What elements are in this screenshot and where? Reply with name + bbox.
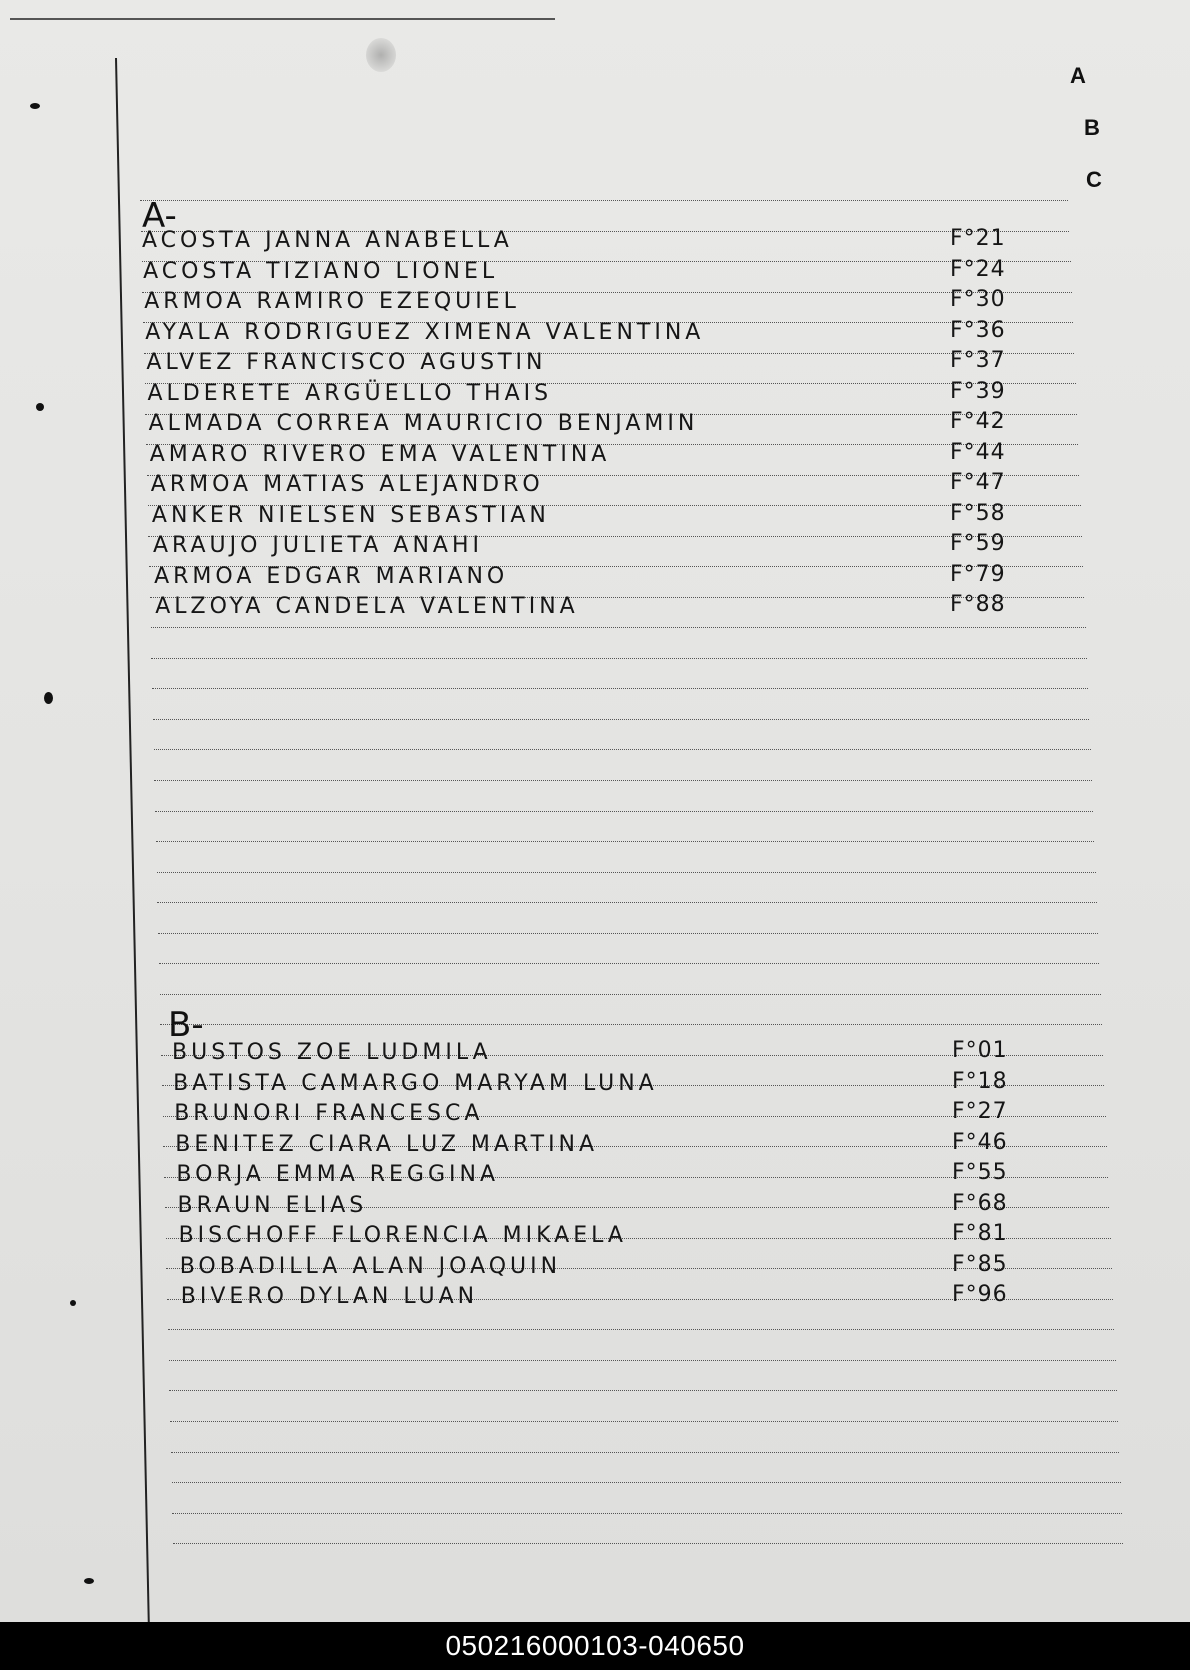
list-item [151, 472, 1051, 502]
ruled-line [169, 1390, 1117, 1391]
ink-smudge [366, 38, 396, 72]
ruled-line [169, 1360, 1116, 1361]
section-b-heading: B- [168, 1005, 204, 1045]
list-item [181, 1284, 1081, 1314]
folio-number: F°68 [952, 1190, 1008, 1216]
list-item [176, 1162, 1076, 1192]
ruled-line [159, 963, 1100, 964]
ruled-line [173, 1543, 1123, 1544]
list-item [179, 1223, 1079, 1253]
list-item [145, 317, 1045, 350]
folio-number: F°79 [949, 561, 1006, 587]
tab-a[interactable]: A [1070, 63, 1086, 88]
list-item [153, 533, 1053, 563]
folio-number: F°27 [951, 1099, 1008, 1124]
student-name: ACOSTA JANNA ANABELLA [142, 228, 513, 253]
folio-number: F°39 [950, 378, 1006, 404]
student-name: BRUNORI FRANCESCA [174, 1101, 484, 1126]
ruled-line [160, 1024, 1102, 1025]
footer-strip [0, 1622, 1190, 1670]
folio-number: F°18 [951, 1068, 1008, 1094]
list-item [154, 561, 1054, 594]
ruled-line [172, 1482, 1121, 1483]
student-name: BIVERO DYLAN LUAN [180, 1284, 479, 1309]
list-item [144, 289, 1044, 319]
ruled-line [153, 719, 1090, 720]
section-a-heading: A- [142, 196, 177, 236]
list-item [143, 256, 1043, 289]
student-name: BORJA EMMA REGGINA [176, 1162, 500, 1187]
index-tabs [1070, 60, 1110, 216]
hole-mark [84, 1578, 94, 1584]
ruled-line [160, 994, 1101, 995]
folio-number: F°21 [950, 226, 1006, 251]
list-item [172, 1040, 1072, 1070]
folio-number: F°24 [949, 256, 1006, 282]
ruled-line [172, 1513, 1122, 1514]
student-name: ARAUJO JULIETA ANAHI [153, 533, 483, 558]
list-item [146, 350, 1046, 380]
student-name: ARMOA EDGAR MARIANO [154, 563, 509, 589]
ruled-line [157, 902, 1097, 903]
list-item [147, 378, 1048, 411]
list-item [173, 1068, 1073, 1101]
folio-number: F°42 [949, 409, 1006, 434]
hole-mark [30, 103, 40, 109]
folio-number: F°85 [951, 1251, 1008, 1277]
student-name: AMARO RIVERO EMA VALENTINA [149, 441, 611, 467]
ruled-line [170, 1421, 1118, 1422]
student-name: ALVEZ FRANCISCO AGUSTIN [146, 350, 547, 375]
list-item [177, 1190, 1078, 1223]
ruled-line [158, 933, 1098, 934]
ruled-line [152, 688, 1088, 689]
folio-number: F°46 [951, 1129, 1008, 1155]
student-name: ALDERETE ARGÜELLO THAIS [147, 380, 553, 406]
hole-mark [36, 403, 44, 411]
ruled-line [151, 627, 1086, 628]
ruled-line [171, 1452, 1120, 1453]
tab-c[interactable]: C [1086, 167, 1102, 192]
student-name: BENITEZ CIARA LUZ MARTINA [175, 1131, 599, 1157]
student-name: ALZOYA CANDELA VALENTINA [155, 594, 579, 619]
hole-mark [44, 692, 53, 704]
list-item [149, 439, 1050, 472]
ruled-line [156, 841, 1095, 842]
list-item [142, 228, 1042, 258]
ruled-line [154, 749, 1091, 750]
top-rule [10, 18, 555, 20]
tab-b[interactable]: B [1084, 115, 1100, 140]
ruled-line [155, 811, 1093, 812]
student-name: BUSTOS ZOE LUDMILA [172, 1040, 492, 1065]
folio-number: F°96 [951, 1282, 1008, 1307]
folio-number: F°44 [949, 439, 1006, 465]
folio-number: F°58 [949, 500, 1006, 526]
student-name: ACOSTA TIZIANO LIONEL [143, 258, 499, 284]
student-name: BATISTA CAMARGO MARYAM LUNA [173, 1070, 658, 1096]
ruled-line [168, 1329, 1115, 1330]
folio-number: F°30 [949, 287, 1006, 312]
folio-number: F°59 [950, 531, 1006, 556]
folio-number: F°47 [949, 470, 1006, 495]
ruled-line [154, 780, 1092, 781]
ruled-line [157, 872, 1096, 873]
folio-number: F°36 [949, 317, 1006, 343]
ruled-line [151, 658, 1087, 659]
list-item [155, 594, 1055, 624]
barcode-number: 050216000103-040650 [445, 1630, 745, 1661]
list-item [175, 1129, 1075, 1162]
list-item [174, 1101, 1074, 1131]
student-name: ALMADA CORREA MAURICIO BENJAMIN [148, 411, 699, 436]
student-name: AYALA RODRIGUEZ XIMENA VALENTINA [145, 319, 705, 345]
hole-mark [70, 1300, 76, 1306]
student-name: BISCHOFF FLORENCIA MIKAELA [178, 1223, 627, 1248]
student-name: BOBADILLA ALAN JOAQUIN [179, 1253, 562, 1279]
ruled-line [140, 200, 1068, 201]
folio-number: F°81 [951, 1221, 1008, 1246]
folio-number: F°37 [949, 348, 1006, 373]
student-name: ARMOA MATIAS ALEJANDRO [150, 472, 544, 497]
folio-number: F°55 [951, 1160, 1008, 1185]
student-name: BRAUN ELIAS [177, 1192, 368, 1218]
list-item [149, 411, 1049, 441]
list-item [179, 1251, 1080, 1284]
folio-number: F°88 [949, 592, 1006, 617]
list-item [151, 500, 1052, 533]
student-name: ANKER NIELSEN SEBASTIAN [151, 502, 550, 528]
folio-number: F°01 [952, 1038, 1008, 1063]
student-name: ARMOA RAMIRO EZEQUIEL [144, 289, 520, 314]
